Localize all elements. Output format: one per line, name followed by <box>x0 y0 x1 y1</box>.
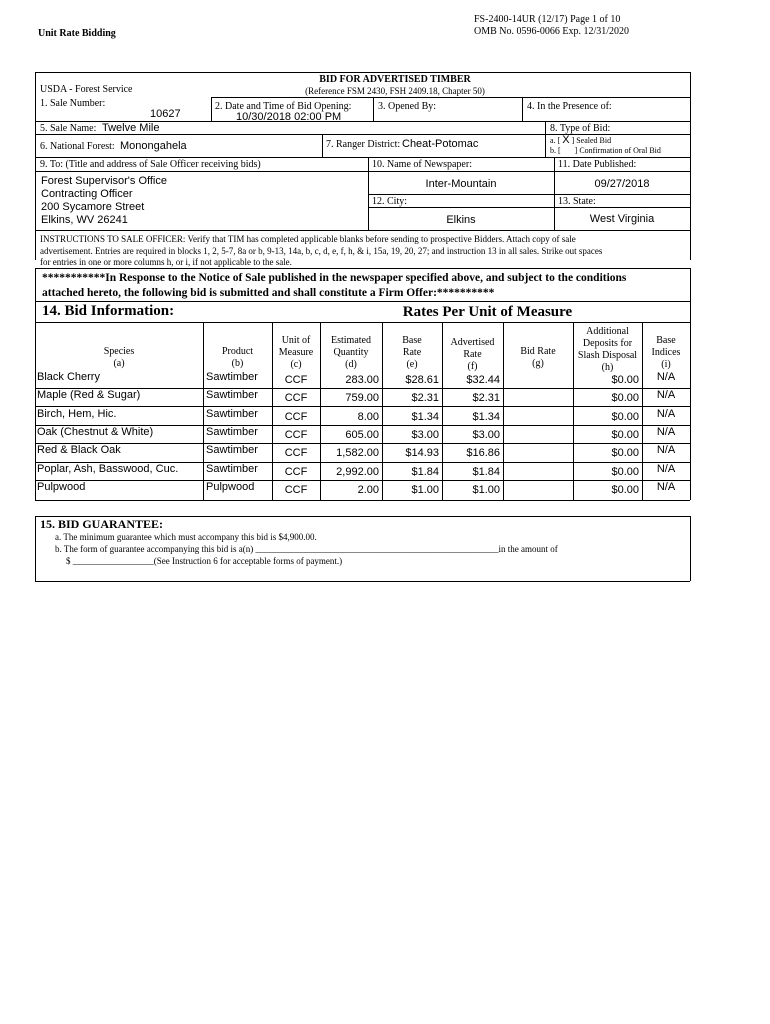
newspaper-label: 10. Name of Newspaper: <box>372 159 472 170</box>
cell-dep: $0.00 <box>611 484 639 496</box>
bid-datetime-value[interactable]: 10/30/2018 02:00 PM <box>236 111 342 123</box>
bid-type-sealed: a. [ X ] Sealed Bid <box>550 134 612 146</box>
cell-qty: 759.00 <box>345 392 379 404</box>
col-header-quantity: Estimated Quantity (d) <box>331 335 371 370</box>
city-value[interactable]: Elkins <box>446 214 476 226</box>
cell-idx: N/A <box>656 408 676 420</box>
date-published-label: 11. Date Published: <box>558 159 637 170</box>
cell-base: $2.31 <box>411 392 439 404</box>
to-address-line2: Contracting Officer <box>41 188 133 200</box>
bid-guarantee-title: 15. BID GUARANTEE: <box>40 517 164 531</box>
agency-label: USDA - Forest Service <box>40 84 133 95</box>
cell-species: Birch, Hem, Hic. <box>37 408 117 420</box>
cell-unit: CCF <box>284 392 308 404</box>
cell-idx: N/A <box>656 463 676 475</box>
state-value[interactable]: West Virginia <box>589 213 655 225</box>
cell-qty: 283.00 <box>345 374 379 386</box>
cell-dep: $0.00 <box>611 466 639 478</box>
cell-product: Sawtimber <box>206 408 258 420</box>
col-header-deposits: Additional Deposits for Slash Disposal (h) <box>577 326 638 373</box>
cell-idx: N/A <box>656 481 676 493</box>
offer-line1: ***********In Response to the Notice of Sale published in the newspaper specified above, and subject to the conditions <box>42 272 627 284</box>
sale-number-label: 1. Sale Number: <box>40 98 106 109</box>
cell-adv: $32.44 <box>466 374 500 386</box>
col-header-unit: Unit of Measure (c) <box>278 335 314 370</box>
cell-unit: CCF <box>284 484 308 496</box>
cell-base: $14.93 <box>405 447 439 459</box>
cell-species: Red & Black Oak <box>37 444 121 456</box>
cell-base: $28.61 <box>405 374 439 386</box>
cell-idx: N/A <box>656 444 676 456</box>
cell-species: Poplar, Ash, Basswood, Cuc. <box>37 463 179 475</box>
cell-species: Maple (Red & Sugar) <box>37 389 141 401</box>
cell-adv: $3.00 <box>472 429 500 441</box>
guarantee-line-c[interactable]: $ __________________(See Instruction 6 for acceptable forms of payment.) <box>66 556 343 566</box>
national-forest-value[interactable]: Monongahela <box>120 140 187 152</box>
cell-adv: $2.31 <box>472 392 500 404</box>
cell-qty: 2,992.00 <box>336 466 379 478</box>
cell-unit: CCF <box>284 447 308 459</box>
cell-dep: $0.00 <box>611 429 639 441</box>
ranger-district-label: 7. Ranger District: <box>326 139 401 150</box>
form-number: FS-2400-14UR (12/17) Page 1 of 10 <box>474 14 621 25</box>
instructions-line3: for entries in one or more columns h, or i, if not applicable to the sale. <box>40 257 292 267</box>
bid-datetime-label: 2. Date and Time of Bid Opening: <box>215 101 352 112</box>
cell-adv: $1.34 <box>472 411 500 423</box>
col-header-base-rate: Base Rate (e) <box>402 335 422 370</box>
cell-adv: $1.84 <box>472 466 500 478</box>
cell-species: Black Cherry <box>37 371 100 383</box>
cell-unit: CCF <box>284 429 308 441</box>
cell-product: Pulpwood <box>206 481 255 493</box>
cell-base: $1.34 <box>411 411 439 423</box>
cell-species: Oak (Chestnut & White) <box>37 426 154 438</box>
col-header-bid-rate: Bid Rate (g) <box>520 346 556 369</box>
sale-name-value[interactable]: Twelve Mile <box>102 122 160 134</box>
col-header-advertised-rate: Advertised Rate (f) <box>450 337 495 372</box>
cell-unit: CCF <box>284 411 308 423</box>
cell-species: Pulpwood <box>37 481 86 493</box>
guarantee-line-a: a. The minimum guarantee which must accompany this bid is $4,900.00. <box>55 532 317 542</box>
opened-by-label: 3. Opened By: <box>378 101 437 112</box>
instructions-line1: INSTRUCTIONS TO SALE OFFICER: Verify that TIM has completed applicable blanks before sending to prospective Bidders. Attach copy of sale <box>40 234 576 244</box>
col-header-species: Species (a) <box>103 346 135 369</box>
cell-product: Sawtimber <box>206 371 258 383</box>
col-header-indices: Base Indices (i) <box>651 335 681 370</box>
cell-dep: $0.00 <box>611 374 639 386</box>
reference-text: (Reference FSM 2430, FSH 2409.18, Chapter 50) <box>305 86 485 96</box>
to-address-line4: Elkins, WV 26241 <box>41 214 128 226</box>
national-forest-label: 6. National Forest: <box>40 141 115 152</box>
instructions-line2: advertisement. Entries are required in blocks 1, 2, 5-7, 8a or b, 9-13, 14a, b, c, d, e, f, h, & i, 15a, 19, 20, 27; and instruction 13 in all sales. Strike out spaces <box>40 245 603 256</box>
sale-name-label: 5. Sale Name: <box>40 123 97 134</box>
cell-qty: 2.00 <box>357 484 379 496</box>
cell-product: Sawtimber <box>206 444 258 456</box>
cell-product: Sawtimber <box>206 389 258 401</box>
omb-number: OMB No. 0596-0066 Exp. 12/31/2020 <box>474 26 629 37</box>
bid-information-title: 14. Bid Information: <box>42 303 175 319</box>
sale-number-value[interactable]: 10627 <box>150 108 181 120</box>
presence-label: 4. In the Presence of: <box>527 101 612 112</box>
cell-base: $1.00 <box>411 484 439 496</box>
cell-qty: 1,582.00 <box>336 447 379 459</box>
instructions-block <box>40 234 688 269</box>
to-address-line3: 200 Sycamore Street <box>41 201 145 213</box>
bid-type-label: 8. Type of Bid: <box>550 123 611 134</box>
cell-product: Sawtimber <box>206 426 258 438</box>
cell-dep: $0.00 <box>611 447 639 459</box>
firm-offer-statement <box>42 271 626 301</box>
bid-type-oral: b. [ ] Confirmation of Oral Bid <box>550 146 661 155</box>
rates-per-unit-title: Rates Per Unit of Measure <box>402 304 573 320</box>
cell-idx: N/A <box>656 371 676 383</box>
offer-line2: attached hereto, the following bid is submitted and shall constitute a Firm Offer:********** <box>42 287 495 299</box>
cell-base: $3.00 <box>411 429 439 441</box>
cell-base: $1.84 <box>411 466 439 478</box>
form-heading: BID FOR ADVERTISED TIMBER <box>319 74 471 85</box>
col-header-product: Product (b) <box>221 346 254 369</box>
city-label: 12. City: <box>372 196 408 207</box>
to-label: 9. To: (Title and address of Sale Officer receiving bids) <box>40 159 261 170</box>
guarantee-line-b[interactable]: b. The form of guarantee accompanying this bid is a(n) ______________________________________________________in the amount of <box>55 544 558 554</box>
ranger-district-value[interactable]: Cheat-Potomac <box>402 138 479 150</box>
cell-product: Sawtimber <box>206 463 258 475</box>
cell-dep: $0.00 <box>611 392 639 404</box>
form-title: Unit Rate Bidding <box>38 28 116 39</box>
to-address-line1: Forest Supervisor's Office <box>41 175 167 187</box>
state-label: 13. State: <box>558 196 596 207</box>
newspaper-value[interactable]: Inter-Mountain <box>425 178 497 190</box>
cell-adv: $1.00 <box>472 484 500 496</box>
cell-adv: $16.86 <box>466 447 500 459</box>
cell-unit: CCF <box>284 374 308 386</box>
cell-qty: 8.00 <box>357 411 379 423</box>
date-published-value[interactable]: 09/27/2018 <box>594 178 650 190</box>
sealed-bid-checkbox[interactable]: X <box>562 134 570 146</box>
cell-qty: 605.00 <box>345 429 379 441</box>
cell-dep: $0.00 <box>611 411 639 423</box>
cell-idx: N/A <box>656 426 676 438</box>
cell-unit: CCF <box>284 466 308 478</box>
cell-idx: N/A <box>656 389 676 401</box>
